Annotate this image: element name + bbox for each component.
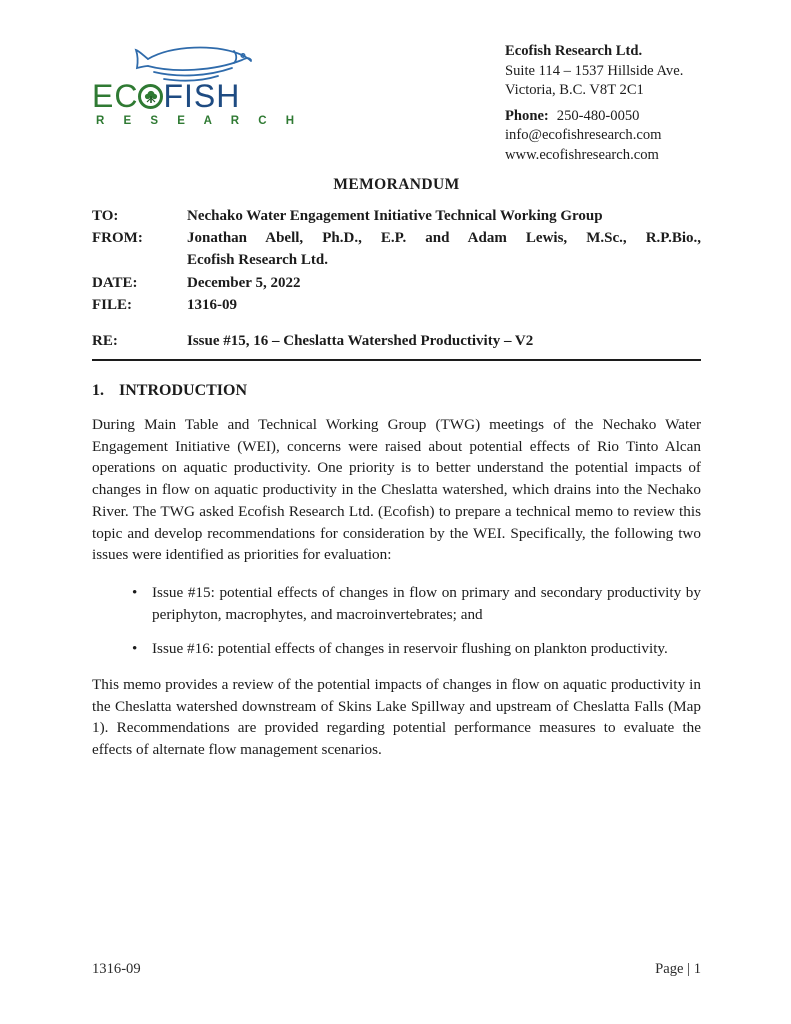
phone-number: 250-480-0050 bbox=[556, 107, 640, 124]
logo-wordmark bbox=[92, 80, 292, 112]
field-row-date bbox=[92, 272, 701, 294]
field-value-date: December 5, 2022 bbox=[187, 274, 301, 291]
field-value-from bbox=[187, 227, 701, 272]
company-address-line1: Suite 114 – 1537 Hillside Ave. bbox=[505, 62, 684, 79]
footer-file-number: 1316-09 bbox=[92, 961, 141, 977]
logo-text-fish: FISH bbox=[163, 78, 241, 114]
company-name: Ecofish Research Ltd. bbox=[505, 43, 643, 59]
field-value-from-line1: Jonathan Abell, Ph.D., E.P. and Adam Lewis, M.Sc., R.P.Bio., bbox=[187, 229, 701, 246]
tree-in-circle-icon bbox=[138, 84, 163, 109]
field-row-from bbox=[92, 227, 701, 272]
logo-text-ec: EC bbox=[92, 78, 139, 114]
memo-title: MEMORANDUM bbox=[333, 175, 460, 193]
section-number: 1. bbox=[92, 382, 104, 399]
bullet-item-issue-15 bbox=[92, 582, 701, 625]
bullet-marker: • bbox=[132, 583, 138, 601]
company-website: www.ecofishresearch.com bbox=[505, 146, 659, 163]
company-info bbox=[505, 42, 701, 166]
field-label-re: RE: bbox=[92, 332, 118, 349]
company-address-line2: Victoria, B.C. V8T 2C1 bbox=[505, 82, 644, 99]
letterhead bbox=[92, 42, 701, 166]
field-value-re: Issue #15, 16 – Cheslatta Watershed Productivity – V2 bbox=[187, 332, 534, 349]
section-heading bbox=[92, 382, 701, 400]
logo-text-research: R E S E A R C H bbox=[96, 115, 303, 127]
fish-sketch-icon bbox=[134, 42, 262, 82]
memo-fields bbox=[92, 205, 701, 361]
bullet-marker: • bbox=[132, 640, 138, 658]
field-label-to: TO: bbox=[92, 207, 119, 224]
field-row-to bbox=[92, 205, 701, 227]
company-email: info@ecofishresearch.com bbox=[505, 127, 662, 144]
footer-page-number: Page | 1 bbox=[655, 961, 701, 977]
intro-paragraph-1: During Main Table and Technical Working Group (TWG) meetings of the Nechako Water Engagement Initiative (WEI), concerns were raised about potential effects of Rio Tinto Alcan operations on aquatic productivity. One priority is to better understand the potential impacts of changes in flow on aquatic productivity in the Cheslatta watershed, which drains into the Nechako River. The TWG asked Ecofish Research Ltd. (Ecofish) to prepare a technical memo to review this topic and develop recommendations for consideration by the WEI. Specifically, the following two issues were identified as priorities for evaluation: bbox=[92, 416, 701, 564]
bullet-item-issue-16 bbox=[92, 638, 701, 660]
field-label-date: DATE: bbox=[92, 274, 138, 291]
section-title: INTRODUCTION bbox=[119, 382, 248, 399]
bullet-list bbox=[92, 582, 701, 660]
field-row-re bbox=[92, 330, 701, 361]
ecofish-logo bbox=[92, 42, 303, 127]
field-label-file: FILE: bbox=[92, 297, 133, 314]
field-label-from: FROM: bbox=[92, 229, 143, 246]
intro-paragraph-2: This memo provides a review of the potential impacts of changes in flow on aquatic productivity in the Cheslatta watershed downstream of Skins Lake Spillway and upstream of Cheslatta Falls (Map 1). Recommendations are provided regarding potential performance measures to evaluate the effects of alternate flow management scenarios. bbox=[92, 676, 701, 759]
field-value-to: Nechako Water Engagement Initiative Technical Working Group bbox=[187, 207, 603, 224]
bullet-text-issue-16: Issue #16: potential effects of changes in reservoir flushing on plankton productivity. bbox=[152, 640, 668, 658]
field-value-file: 1316-09 bbox=[187, 297, 237, 314]
field-row-file bbox=[92, 294, 701, 316]
phone-label: Phone: bbox=[505, 107, 549, 124]
field-value-from-line2: Ecofish Research Ltd. bbox=[187, 252, 328, 269]
page-footer bbox=[92, 961, 701, 978]
bullet-text-issue-15: Issue #15: potential effects of changes in flow on primary and secondary productivity by periphyton, macrophytes, and macroinvertebrates; and bbox=[152, 583, 701, 623]
company-phone-row bbox=[505, 107, 701, 127]
